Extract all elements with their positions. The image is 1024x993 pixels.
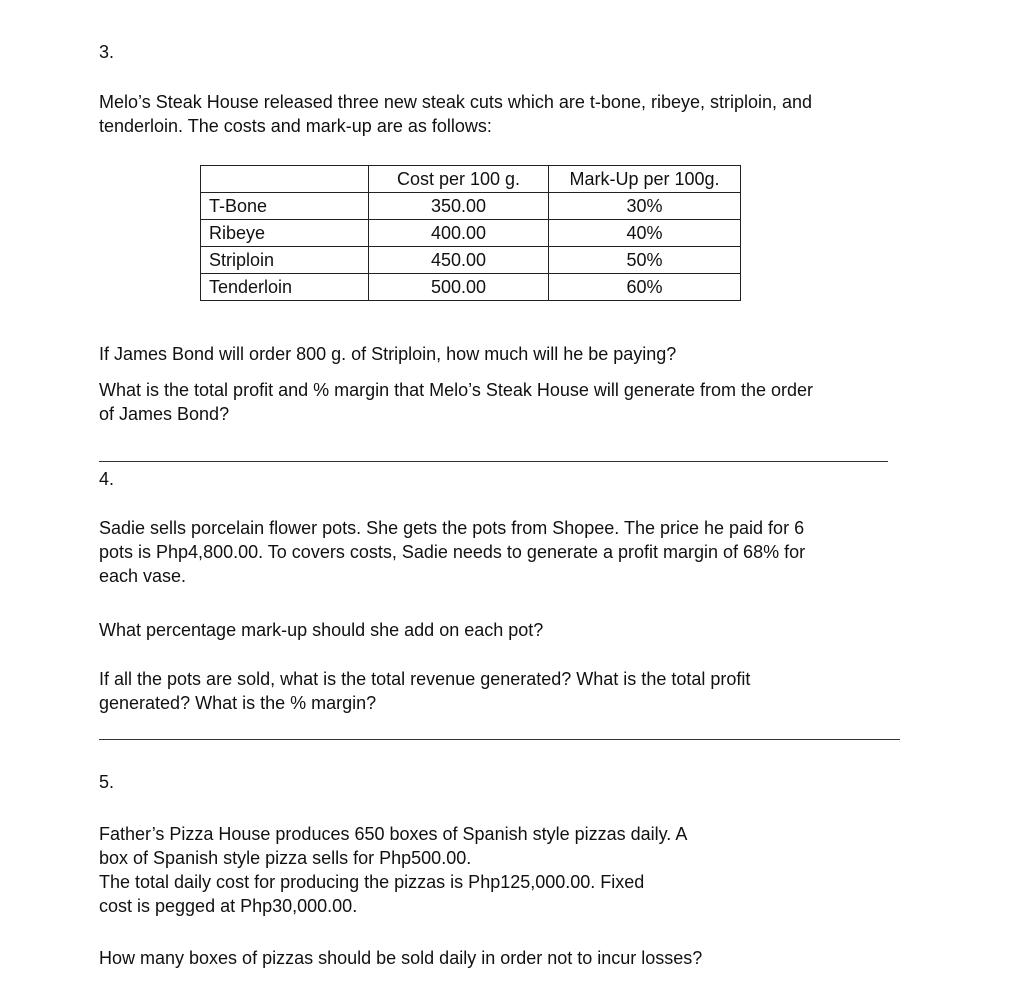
table-header-cell: Mark-Up per 100g. [549, 166, 741, 193]
question-3-ask-profit [99, 378, 903, 426]
question-5-number: 5. [99, 772, 115, 792]
question-4-ask-markup: What percentage mark-up should she add on each pot? [99, 620, 544, 640]
table-cell-markup: 50% [549, 247, 741, 274]
question-4-ask-revenue-line-2: generated? What is the % margin? [99, 693, 377, 713]
section-divider [99, 461, 888, 462]
table-cell-cut: Tenderloin [201, 274, 369, 301]
question-3-intro-line-1: Melo’s Steak House released three new steak cuts which are t-bone, ribeye, striploin, and [99, 92, 813, 112]
table-row [201, 193, 741, 220]
table-row [201, 247, 741, 274]
table-header-cell [201, 166, 369, 193]
question-3-ask-profit-line-1: What is the total profit and % margin that Melo’s Steak House will generate from the order [99, 380, 814, 400]
section-divider [99, 739, 900, 740]
table-header-row [201, 166, 741, 193]
table-cell-cost: 450.00 [369, 247, 549, 274]
question-4-intro [99, 516, 903, 588]
question-5-intro-line-3: The total daily cost for producing the pizzas is Php125,000.00. Fixed [99, 872, 645, 892]
table-cell-markup: 40% [549, 220, 741, 247]
question-4-intro-line-3: each vase. [99, 566, 187, 586]
question-3-ask-payment: If James Bond will order 800 g. of Striploin, how much will he be paying? [99, 344, 677, 364]
question-4-ask-revenue [99, 667, 903, 715]
table-cell-markup: 30% [549, 193, 741, 220]
question-3-intro-line-2: tenderloin. The costs and mark-up are as follows: [99, 116, 492, 136]
question-4-intro-line-1: Sadie sells porcelain flower pots. She gets the pots from Shopee. The price he paid for 6 [99, 518, 805, 538]
table-cell-markup: 60% [549, 274, 741, 301]
question-5-intro-line-4: cost is pegged at Php30,000.00. [99, 896, 358, 916]
question-5-intro-line-1: Father’s Pizza House produces 650 boxes of Spanish style pizzas daily. A [99, 824, 688, 844]
table-cell-cut: Striploin [201, 247, 369, 274]
question-3-intro [99, 90, 903, 138]
table-cell-cost: 500.00 [369, 274, 549, 301]
steak-cuts-table [200, 165, 741, 301]
table-cell-cost: 400.00 [369, 220, 549, 247]
table-row [201, 220, 741, 247]
question-5-intro [99, 822, 903, 918]
table-cell-cut: Ribeye [201, 220, 369, 247]
table-cell-cut: T-Bone [201, 193, 369, 220]
question-4-ask-revenue-line-1: If all the pots are sold, what is the total revenue generated? What is the total profit [99, 669, 751, 689]
question-5-ask-breakeven: How many boxes of pizzas should be sold daily in order not to incur losses? [99, 948, 703, 968]
table-header-cell: Cost per 100 g. [369, 166, 549, 193]
question-3-ask-profit-line-2: of James Bond? [99, 404, 230, 424]
question-4-number: 4. [99, 469, 115, 489]
question-3-number: 3. [99, 42, 115, 62]
table-cell-cost: 350.00 [369, 193, 549, 220]
table-row [201, 274, 741, 301]
question-5-intro-line-2: box of Spanish style pizza sells for Php500.00. [99, 848, 472, 868]
question-4-intro-line-2: pots is Php4,800.00. To covers costs, Sadie needs to generate a profit margin of 68% for [99, 542, 806, 562]
